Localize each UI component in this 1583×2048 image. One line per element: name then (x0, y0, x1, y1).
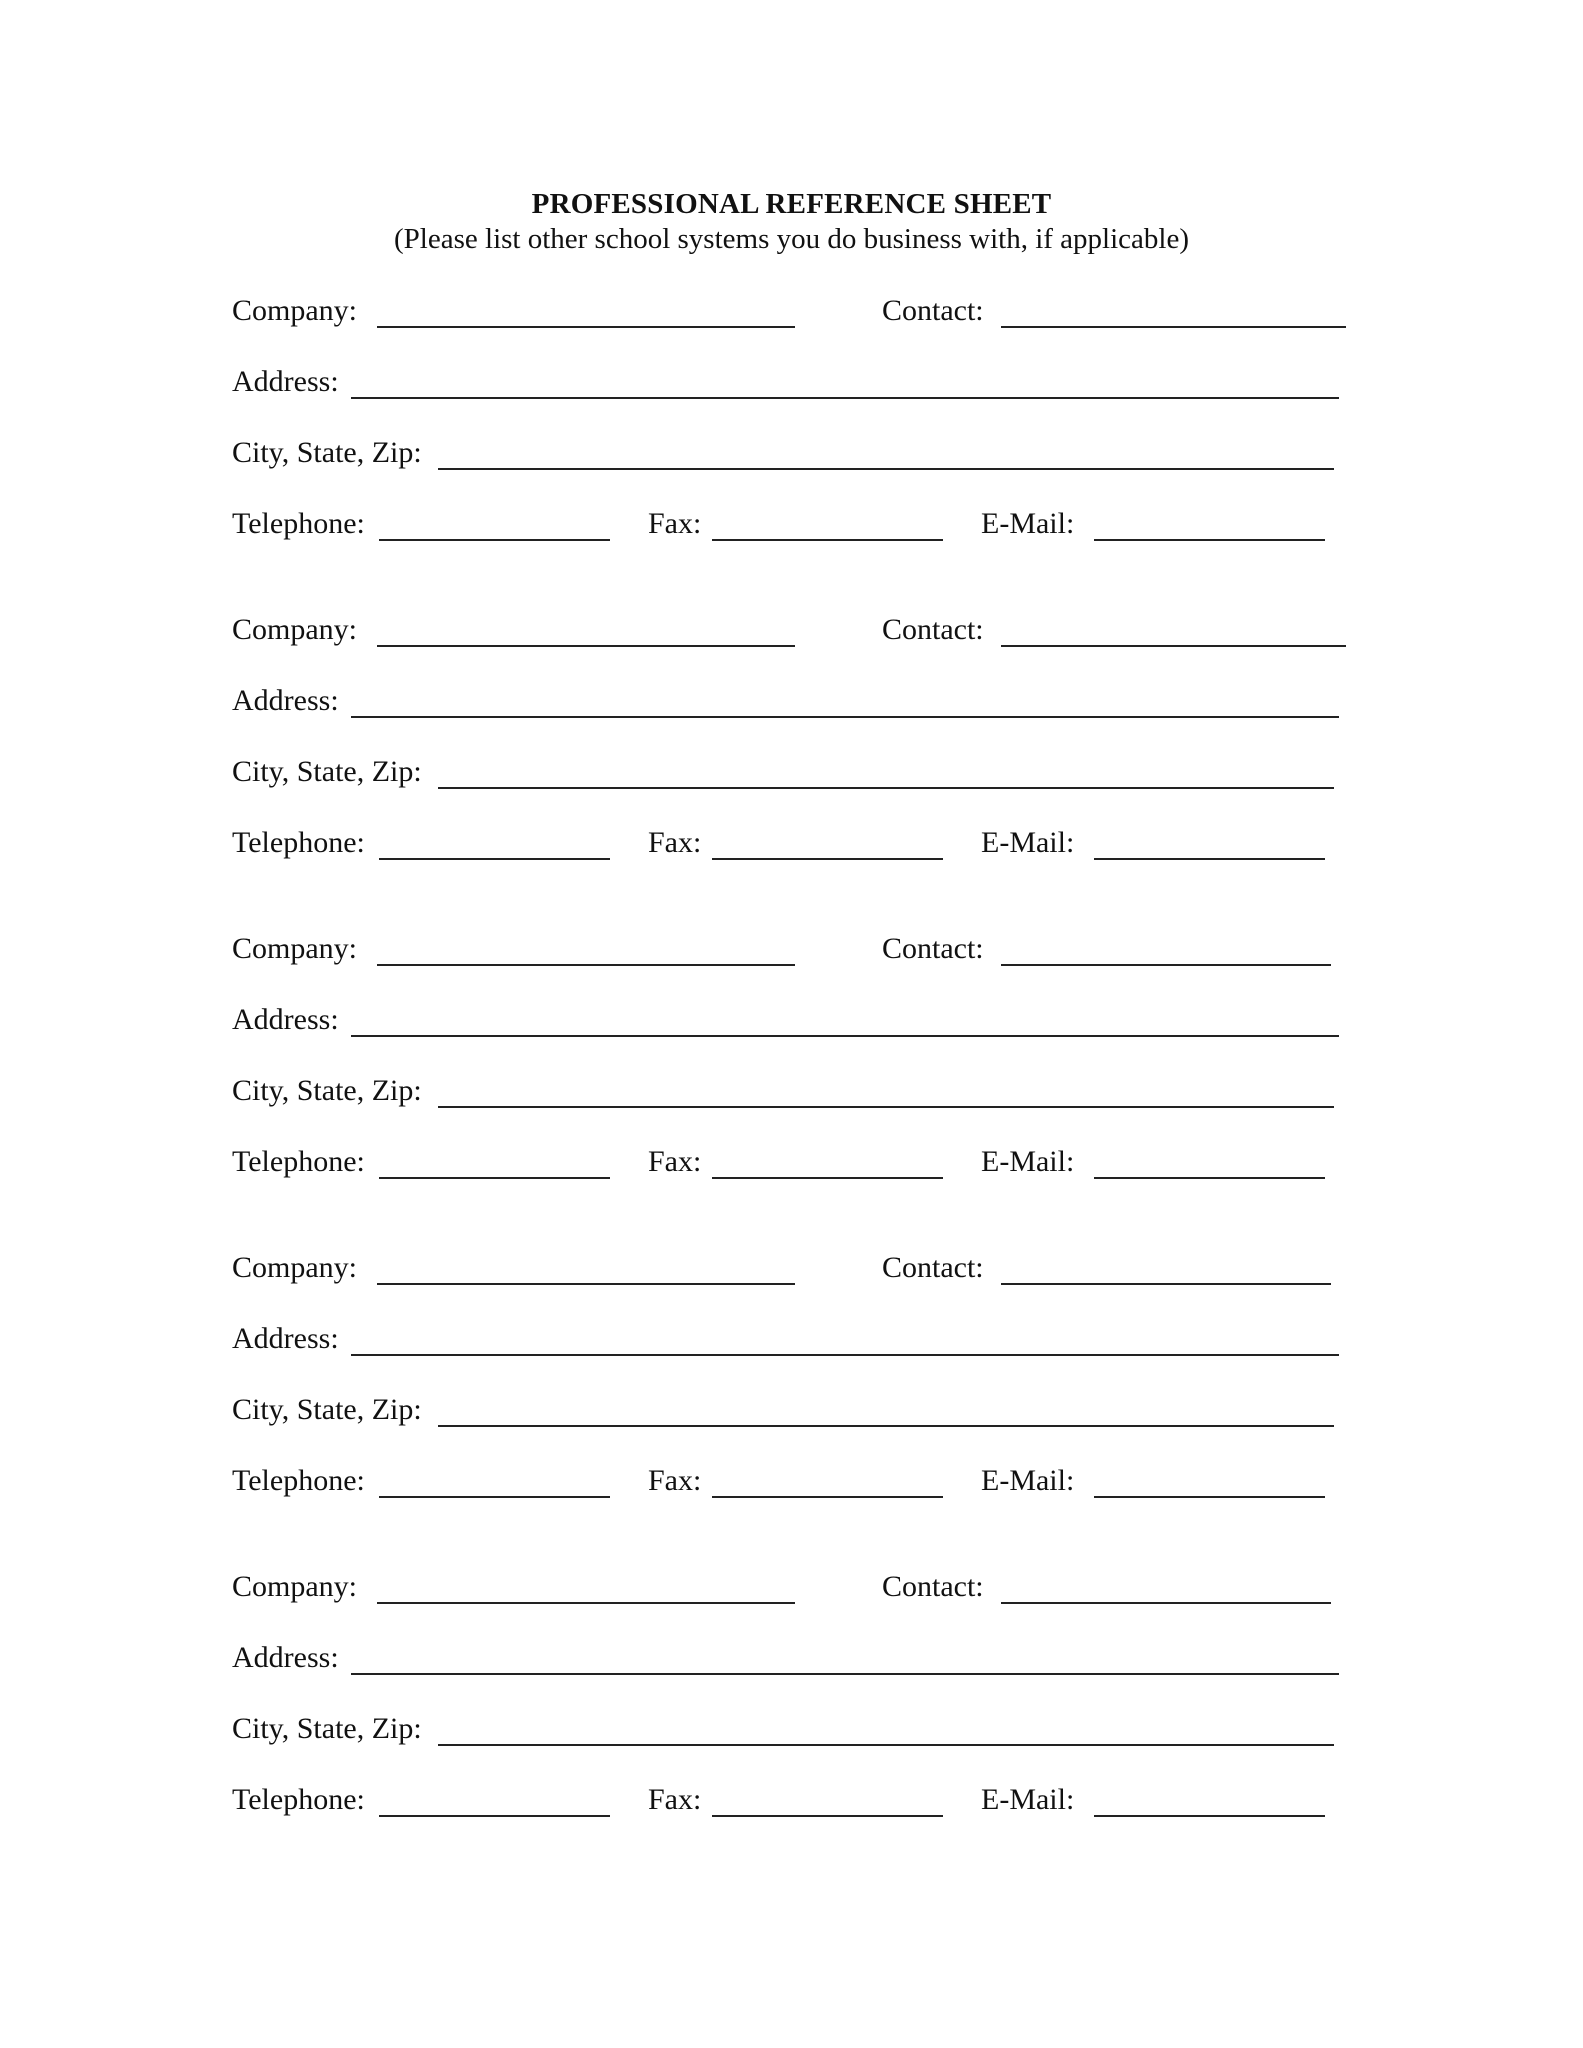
telephone-label: Telephone: (232, 826, 365, 859)
page-title: PROFESSIONAL REFERENCE SHEET (531, 188, 1052, 220)
fax-field[interactable] (712, 1496, 943, 1498)
email-label: E-Mail: (981, 1783, 1075, 1816)
contact-field[interactable] (1001, 645, 1346, 647)
company-label: Company: (232, 1570, 357, 1603)
telephone-field[interactable] (379, 1177, 610, 1179)
email-label: E-Mail: (981, 507, 1075, 540)
fax-label: Fax: (648, 1783, 702, 1816)
company-field[interactable] (377, 1602, 795, 1604)
city-state-zip-field[interactable] (438, 1106, 1334, 1108)
company-label: Company: (232, 294, 357, 327)
city-state-zip-field[interactable] (438, 1744, 1334, 1746)
fax-field[interactable] (712, 858, 943, 860)
email-label: E-Mail: (981, 1145, 1075, 1178)
address-label: Address: (232, 1641, 339, 1674)
email-field[interactable] (1094, 1177, 1325, 1179)
telephone-field[interactable] (379, 1496, 610, 1498)
address-field[interactable] (351, 397, 1339, 399)
contact-label: Contact: (882, 1570, 984, 1603)
city-state-zip-label: City, State, Zip: (232, 755, 422, 788)
contact-label: Contact: (882, 613, 984, 646)
city-state-zip-label: City, State, Zip: (232, 1712, 422, 1745)
contact-label: Contact: (882, 1251, 984, 1284)
telephone-label: Telephone: (232, 1783, 365, 1816)
fax-label: Fax: (648, 507, 702, 540)
city-state-zip-label: City, State, Zip: (232, 1393, 422, 1426)
city-state-zip-field[interactable] (438, 1425, 1334, 1427)
email-label: E-Mail: (981, 1464, 1075, 1497)
email-field[interactable] (1094, 539, 1325, 541)
address-label: Address: (232, 365, 339, 398)
address-label: Address: (232, 684, 339, 717)
telephone-label: Telephone: (232, 1464, 365, 1497)
address-field[interactable] (351, 1035, 1339, 1037)
company-label: Company: (232, 1251, 357, 1284)
fax-label: Fax: (648, 1464, 702, 1497)
fax-field[interactable] (712, 539, 943, 541)
company-field[interactable] (377, 326, 795, 328)
telephone-field[interactable] (379, 858, 610, 860)
address-field[interactable] (351, 1673, 1339, 1675)
contact-label: Contact: (882, 294, 984, 327)
city-state-zip-label: City, State, Zip: (232, 436, 422, 469)
contact-field[interactable] (1001, 964, 1331, 966)
telephone-label: Telephone: (232, 507, 365, 540)
company-label: Company: (232, 613, 357, 646)
city-state-zip-field[interactable] (438, 787, 1334, 789)
page-subtitle: (Please list other school systems you do business with, if applicable) (394, 223, 1189, 255)
city-state-zip-field[interactable] (438, 468, 1334, 470)
fax-label: Fax: (648, 826, 702, 859)
contact-field[interactable] (1001, 326, 1346, 328)
city-state-zip-label: City, State, Zip: (232, 1074, 422, 1107)
company-field[interactable] (377, 645, 795, 647)
telephone-label: Telephone: (232, 1145, 365, 1178)
contact-label: Contact: (882, 932, 984, 965)
company-label: Company: (232, 932, 357, 965)
fax-field[interactable] (712, 1815, 943, 1817)
email-label: E-Mail: (981, 826, 1075, 859)
address-field[interactable] (351, 1354, 1339, 1356)
address-field[interactable] (351, 716, 1339, 718)
address-label: Address: (232, 1322, 339, 1355)
company-field[interactable] (377, 964, 795, 966)
email-field[interactable] (1094, 858, 1325, 860)
contact-field[interactable] (1001, 1602, 1331, 1604)
email-field[interactable] (1094, 1496, 1325, 1498)
fax-field[interactable] (712, 1177, 943, 1179)
address-label: Address: (232, 1003, 339, 1036)
telephone-field[interactable] (379, 1815, 610, 1817)
telephone-field[interactable] (379, 539, 610, 541)
contact-field[interactable] (1001, 1283, 1331, 1285)
email-field[interactable] (1094, 1815, 1325, 1817)
company-field[interactable] (377, 1283, 795, 1285)
fax-label: Fax: (648, 1145, 702, 1178)
